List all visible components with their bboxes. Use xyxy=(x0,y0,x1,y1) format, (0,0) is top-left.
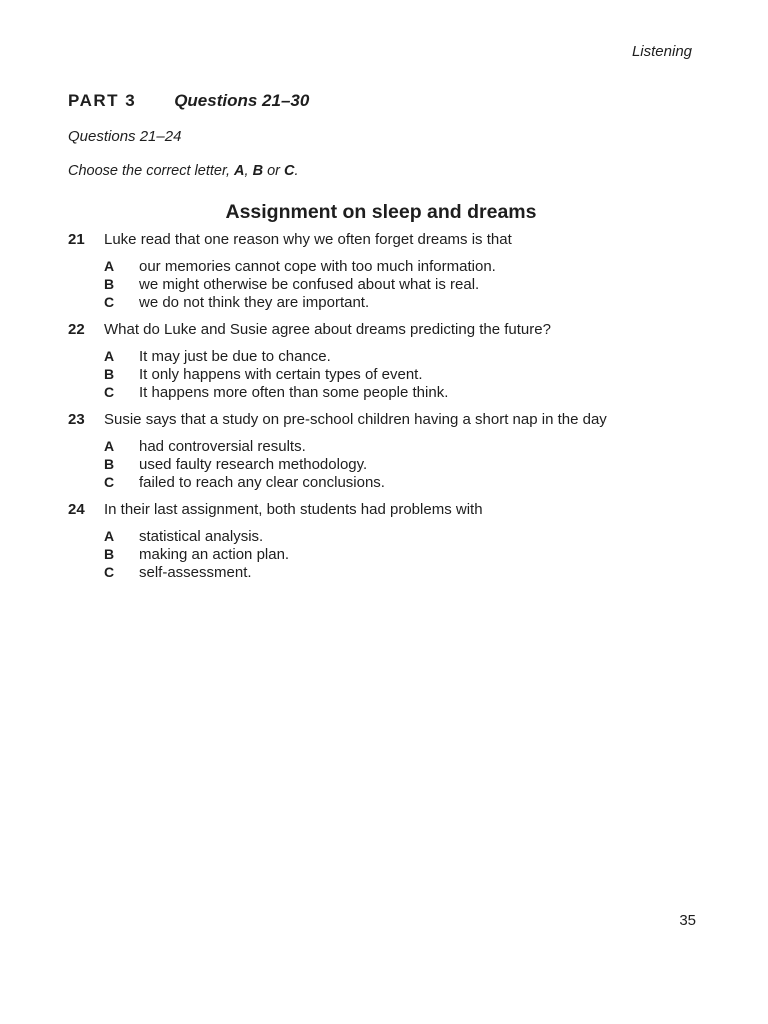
option-a[interactable] xyxy=(68,258,708,276)
option-c[interactable] xyxy=(68,474,708,492)
options-list xyxy=(68,528,708,582)
question-number: 23 xyxy=(68,411,85,428)
instruction-letter-a: A xyxy=(234,163,245,179)
option-text: failed to reach any clear conclusions. xyxy=(139,474,385,491)
option-text: It may just be due to chance. xyxy=(139,348,331,365)
instruction-prefix: Choose the correct letter, xyxy=(68,163,235,179)
option-text: It only happens with certain types of event. xyxy=(139,366,423,383)
question-21 xyxy=(68,231,708,312)
option-letter: B xyxy=(104,276,115,292)
question-stem xyxy=(68,231,708,253)
option-letter: C xyxy=(104,384,115,400)
option-b[interactable] xyxy=(68,546,708,564)
options-list xyxy=(68,258,708,312)
option-letter: C xyxy=(104,474,115,490)
option-text: our memories cannot cope with too much information. xyxy=(139,258,496,275)
part-label: PART 3 xyxy=(68,91,137,110)
question-24 xyxy=(68,501,708,582)
option-letter: A xyxy=(104,438,115,454)
page-number: 35 xyxy=(679,912,696,929)
option-a[interactable] xyxy=(68,348,708,366)
instruction-letter-c: C xyxy=(284,163,295,179)
option-b[interactable] xyxy=(68,366,708,384)
question-stem xyxy=(68,321,708,343)
instruction-sep2: or xyxy=(263,163,285,179)
option-letter: A xyxy=(104,528,115,544)
question-text: What do Luke and Susie agree about dreams predicting the future? xyxy=(104,321,551,338)
option-letter: C xyxy=(104,294,115,310)
question-23 xyxy=(68,411,708,492)
option-letter: A xyxy=(104,258,115,274)
option-text: self-assessment. xyxy=(139,564,252,581)
option-a[interactable] xyxy=(68,438,708,456)
question-text: Luke read that one reason why we often forget dreams is that xyxy=(104,231,512,248)
option-text: we might otherwise be confused about what is real. xyxy=(139,276,480,293)
question-number: 24 xyxy=(68,501,85,518)
option-c[interactable] xyxy=(68,294,708,312)
question-stem xyxy=(68,411,708,433)
instruction-sep1: , xyxy=(244,163,253,179)
option-text: we do not think they are important. xyxy=(139,294,370,311)
question-text: In their last assignment, both students had problems with xyxy=(104,501,483,518)
question-22 xyxy=(68,321,708,402)
section-title: Assignment on sleep and dreams xyxy=(225,201,537,223)
options-list xyxy=(68,348,708,402)
option-b[interactable] xyxy=(68,456,708,474)
options-list xyxy=(68,438,708,492)
option-text: had controversial results. xyxy=(139,438,306,455)
instruction-letter-b: B xyxy=(252,163,264,179)
instruction-suffix: . xyxy=(294,163,299,179)
question-stem xyxy=(68,501,708,523)
instruction xyxy=(68,163,299,179)
question-number: 22 xyxy=(68,321,85,338)
option-c[interactable] xyxy=(68,384,708,402)
option-letter: A xyxy=(104,348,115,364)
question-text: Susie says that a study on pre-school children having a short nap in the day xyxy=(104,411,607,428)
option-letter: B xyxy=(104,456,115,472)
part-heading xyxy=(68,91,309,111)
option-text: It happens more often than some people think. xyxy=(139,384,449,401)
part-questions-range: Questions 21–30 xyxy=(174,91,310,110)
option-letter: B xyxy=(104,366,115,382)
option-c[interactable] xyxy=(68,564,708,582)
question-number: 21 xyxy=(68,231,85,248)
option-text: used faulty research methodology. xyxy=(139,456,368,473)
running-head: Listening xyxy=(631,43,692,60)
option-a[interactable] xyxy=(68,528,708,546)
option-b[interactable] xyxy=(68,276,708,294)
option-letter: C xyxy=(104,564,115,580)
sub-heading: Questions 21–24 xyxy=(68,128,182,145)
option-letter: B xyxy=(104,546,115,562)
option-text: making an action plan. xyxy=(139,546,290,563)
option-text: statistical analysis. xyxy=(139,528,264,545)
